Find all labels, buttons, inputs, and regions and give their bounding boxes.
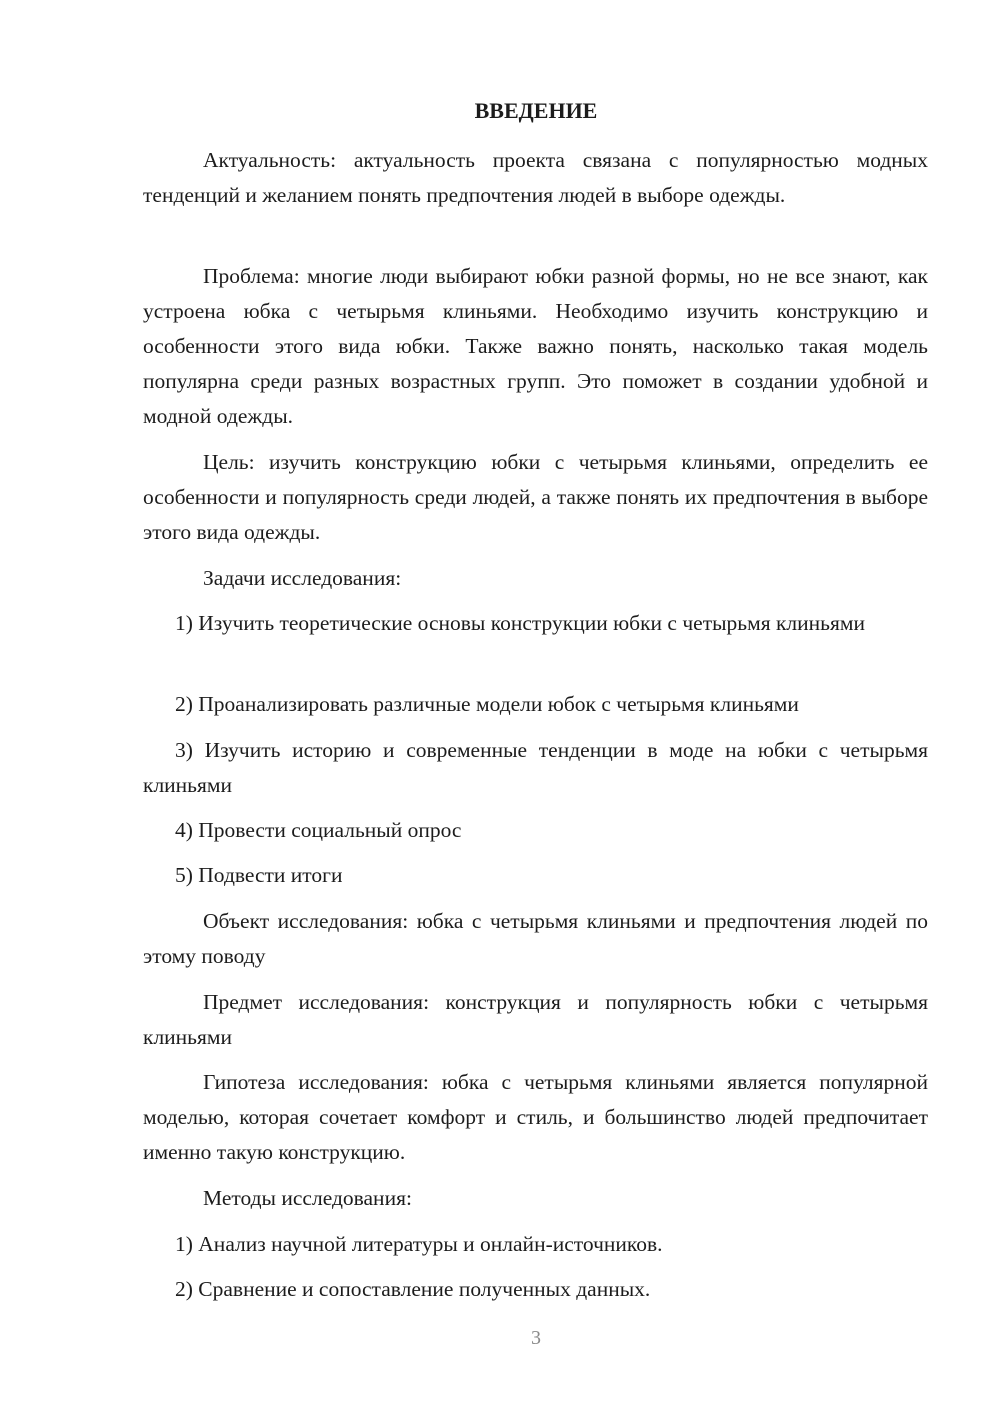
paragraph-relevance: Актуальность: актуальность проекта связана с популярностью модных тенденций и желанием понять предпочтения людей в выборе одежды. xyxy=(143,148,928,207)
task-item-1: 1) Изучить теоретические основы конструкции юбки с четырьмя клиньями xyxy=(175,611,865,635)
task-item-4: 4) Провести социальный опрос xyxy=(175,818,462,842)
methods-heading: Методы исследования: xyxy=(203,1186,412,1210)
paragraph-goal: Цель: изучить конструкцию юбки с четырьмя клиньями, определить ее особенности и популярность среди людей, а также понять их предпочтения в выборе этого вида одежды. xyxy=(143,450,928,544)
section-heading: ВВЕДЕНИЕ xyxy=(474,98,598,123)
paragraph-hypothesis: Гипотеза исследования: юбка с четырьмя клиньями является популярной моделью, которая сочетает комфорт и стиль, и большинство людей предпочитает именно такую конструкцию. xyxy=(143,1070,928,1164)
method-item-1: 1) Анализ научной литературы и онлайн-источников. xyxy=(175,1232,663,1256)
paragraph-object: Объект исследования: юбка с четырьмя клиньями и предпочтения людей по этому поводу xyxy=(143,909,928,968)
method-item-2: 2) Сравнение и сопоставление полученных данных. xyxy=(175,1277,651,1301)
paragraph-subject: Предмет исследования: конструкция и популярность юбки с четырьмя клиньями xyxy=(143,990,928,1049)
tasks-heading: Задачи исследования: xyxy=(203,566,402,590)
page-number: 3 xyxy=(531,1327,541,1349)
task-item-5: 5) Подвести итоги xyxy=(175,863,343,887)
task-item-2: 2) Проанализировать различные модели юбок с четырьмя клиньями xyxy=(175,692,799,716)
paragraph-problem: Проблема: многие люди выбирают юбки разной формы, но не все знают, как устроена юбка с четырьмя клиньями. Необходимо изучить конструкцию и особенности этого вида юбки. Также важно понять, насколько такая модель популярна среди разных возрастных групп. Это поможет в создании удобной и модной одежды. xyxy=(143,264,928,428)
task-item-3: 3) Изучить историю и современные тенденции в моде на юбки с четырьмя клиньями xyxy=(143,738,928,797)
